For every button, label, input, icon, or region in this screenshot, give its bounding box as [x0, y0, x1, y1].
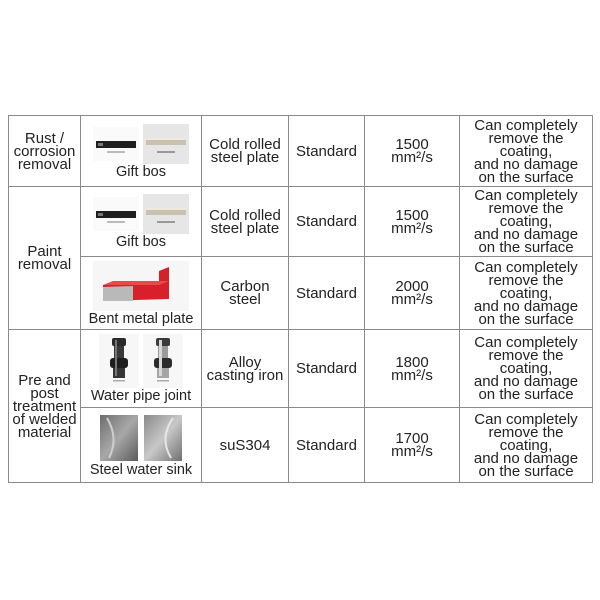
result-label: Can completely remove the coating, and no damage on the surface [473, 334, 579, 403]
result-cell [460, 257, 593, 330]
speed-label: 1800 mm²/s [391, 353, 433, 384]
speed-cell [365, 257, 460, 330]
speed-label: 1700 mm²/s [391, 430, 433, 460]
workpiece-caption: Gift bos [116, 163, 166, 180]
workpiece-cell [81, 187, 202, 257]
workpiece-photos [99, 414, 183, 462]
process-cell [289, 257, 365, 330]
process-cell [289, 116, 365, 187]
pipe-joint-cleaned-image [143, 334, 183, 388]
gift-box-black-image [93, 127, 139, 161]
speed-label: 2000 mm²/s [391, 278, 433, 308]
workpiece-photos [99, 334, 183, 388]
workpiece-caption: Gift bos [116, 234, 166, 250]
category-cell [9, 116, 81, 187]
material-cell [202, 116, 289, 187]
cleaning-results-table [8, 115, 593, 483]
bent-metal-plate-image [93, 261, 189, 311]
process-label: Standard [296, 284, 357, 302]
speed-label: 1500 mm²/s [391, 136, 433, 166]
pipe-joint-black-image [99, 334, 139, 388]
process-cell [289, 330, 365, 408]
workpiece-photos [93, 124, 189, 164]
category-label: Rust / corrosion removal [13, 129, 76, 173]
category-cell [9, 187, 81, 330]
workpiece-caption: Bent metal plate [88, 310, 194, 327]
material-label: Alloy casting iron [206, 353, 284, 384]
workpiece-photos [93, 194, 189, 234]
table-row [9, 257, 593, 330]
material-cell [202, 330, 289, 408]
result-label: Can completely remove the coating, and no damage on the surface [473, 410, 579, 480]
material-label: Carbon steel [220, 278, 270, 308]
process-label: Standard [296, 213, 357, 230]
table-row [9, 330, 593, 408]
result-cell [460, 187, 593, 257]
workpiece-photos [93, 261, 189, 311]
gift-box-black-image [93, 197, 139, 231]
process-label: Standard [296, 142, 357, 160]
workpiece-cell [81, 330, 202, 408]
material-label: suS304 [219, 436, 271, 454]
table-row [9, 187, 593, 257]
material-cell [202, 408, 289, 483]
workpiece-cell [81, 116, 202, 187]
process-label: Standard [296, 436, 357, 454]
category-label: Paint removal [17, 243, 72, 273]
category-cell [9, 330, 81, 483]
material-cell [202, 187, 289, 257]
speed-cell [365, 187, 460, 257]
process-cell [289, 187, 365, 257]
material-label: Cold rolled steel plate [209, 136, 281, 166]
speed-cell [365, 408, 460, 483]
result-label: Can completely remove the coating, and no damage on the surface [473, 116, 579, 186]
result-cell [460, 408, 593, 483]
gift-box-silver-image [143, 124, 189, 164]
table-row [9, 408, 593, 483]
speed-cell [365, 116, 460, 187]
result-label: Can completely remove the coating, and no damage on the surface [473, 258, 579, 328]
workpiece-caption: Steel water sink [89, 461, 193, 478]
speed-label: 1500 mm²/s [391, 206, 433, 237]
table-row [9, 116, 593, 187]
category-label: Pre and post treatment of welded material [12, 371, 77, 441]
process-cell [289, 408, 365, 483]
result-label: Can completely remove the coating, and no damage on the surface [473, 187, 579, 256]
workpiece-cell [81, 408, 202, 483]
material-label: Cold rolled steel plate [209, 206, 281, 237]
sink-after-image [143, 414, 183, 462]
gift-box-silver-image [143, 194, 189, 234]
workpiece-caption: Water pipe joint [90, 388, 192, 404]
material-cell [202, 257, 289, 330]
speed-cell [365, 330, 460, 408]
workpiece-cell [81, 257, 202, 330]
result-cell [460, 330, 593, 408]
sink-before-image [99, 414, 139, 462]
process-label: Standard [296, 360, 357, 377]
result-cell [460, 116, 593, 187]
